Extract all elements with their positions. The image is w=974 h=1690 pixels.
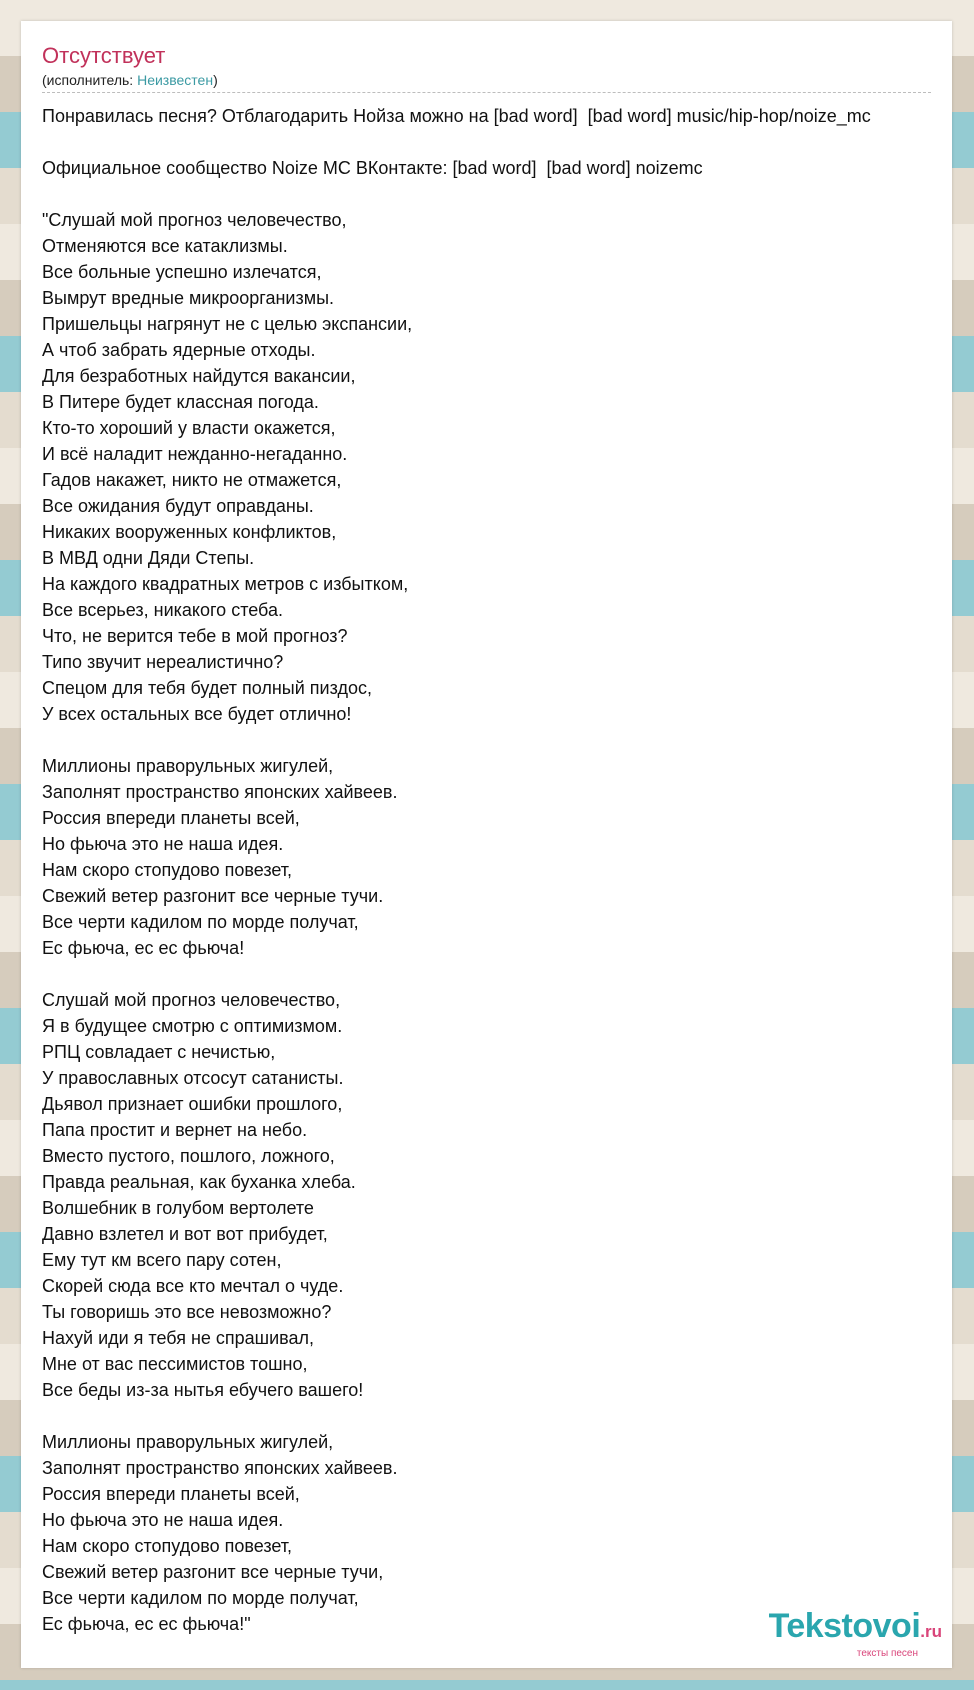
- site-logo[interactable]: [769, 1609, 942, 1659]
- artist-line: [42, 72, 218, 88]
- logo-domain: .ru: [920, 1622, 942, 1641]
- logo-main-text: Tekstovoi: [768, 1607, 921, 1645]
- header-divider: [42, 92, 931, 93]
- artist-prefix: (исполнитель:: [42, 72, 138, 88]
- lyrics-text: Понравилась песня? Отблагодарить Нойза можно на [bad word] [bad word] music/hip-hop/noize_mc Официальное сообщество Noize MC ВКонтакте: [bad word] [bad word] noizemc "Слушай мой прогноз человечество, Отменяются все катаклизмы. Все больные успешно излечатся, Вымрут вредные микроорганизмы. Пришельцы нагрянут не с целью экспансии, А чтоб забрать ядерные отходы. Для безработных найдутся вакансии, В Питере будет классная погода. Кто-то хороший у власти окажется, И всё наладит нежданно-негаданно. Гадов накажет, никто не отмажется, Все ожидания будут оправданы. Никаких вооруженных конфликтов, В МВД одни Дяди Степы. На каждого квадратных метров с избытком, Все всерьез, никакого стеба. Что, не верится тебе в мой прогноз? Типо звучит нереалистично? Спецом для тебя будет полный пиздос, У всех остальных все будет отлично! Миллионы праворульных жигулей, Заполнят пространство японских хайвеев. Россия впереди планеты всей, Но фьюча это не наша идея. Нам скоро стопудово повезет, Свежий ветер разгонит все черные тучи. Все черти кадилом по морде получат, Ес фьюча, ес ес фьюча! Слушай мой прогноз человечество, Я в будущее смотрю с оптимизмом. РПЦ совладает с нечистью, У православных отсосут сатанисты. Дьявол признает ошибки прошлого, Папа простит и вернет на небо. Вместо пустого, пошлого, ложного, Правда реальная, как буханка хлеба. Волшебник в голубом вертолете Давно взлетел и вот вот прибудет, Ему тут км всего пару сотен, Скорей сюда все кто мечтал о чуде. Ты говоришь это все невозможно? Нахуй иди я тебя не спрашивал, Мне от вас пессимистов тошно, Все беды из-за нытья ебучего вашего! Миллионы праворульных жигулей, Заполнят пространство японских хайвеев. Россия впереди планеты всей, Но фьюча это не наша идея. Нам скоро стопудово повезет, Свежий ветер разгонит все черные тучи, Все черти кадилом по морде получат, Ес фьюча, ес ес фьюча!": [42, 106, 871, 1634]
- logo-tagline: тексты песен: [856, 1648, 918, 1659]
- lyrics-card: [21, 21, 952, 1668]
- artist-link[interactable]: Неизвестен: [137, 72, 214, 88]
- song-title: Отсутствует: [42, 43, 166, 68]
- logo-wordmark: [769, 1609, 942, 1649]
- artist-suffix: ): [213, 72, 218, 88]
